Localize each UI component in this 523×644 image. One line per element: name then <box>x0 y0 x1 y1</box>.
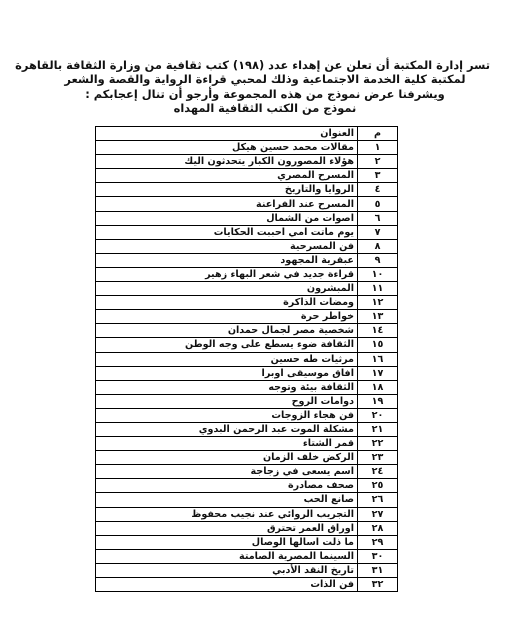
table-row <box>96 380 398 394</box>
row-number: ٥ <box>358 197 398 211</box>
row-number: ٢٦ <box>358 493 398 507</box>
header-title: العنوان <box>96 127 358 141</box>
table-row <box>96 352 398 366</box>
book-title: قمر الشتاء <box>96 437 358 451</box>
books-table <box>95 126 398 592</box>
table-row <box>96 465 398 479</box>
book-title: اسم يسعى في زجاجة <box>96 465 358 479</box>
table-row <box>96 324 398 338</box>
intro-line-2: لمكتبة كلية الخدمة الاجتماعية وذلك لمحبي قراءة الرواية والقصة والشعر <box>64 72 466 87</box>
table-row <box>96 239 398 253</box>
row-number: ١١ <box>358 282 398 296</box>
book-title: المبشرون <box>96 282 358 296</box>
table-row <box>96 169 398 183</box>
row-number: ٣ <box>358 169 398 183</box>
table-row <box>96 493 398 507</box>
book-title: المسرح المصري <box>96 169 358 183</box>
row-number: ٣٢ <box>358 578 398 592</box>
book-title: دوامات الروح <box>96 394 358 408</box>
book-title: ما ذلت اسالها الوصال <box>96 535 358 549</box>
book-title: مرثيات طه حسين <box>96 352 358 366</box>
row-number: ١٠ <box>358 267 398 281</box>
book-title: الثقافة ضوء يسطع على وجه الوطن <box>96 338 358 352</box>
table-row <box>96 394 398 408</box>
books-table-container <box>95 126 398 592</box>
book-title: السينما المصرية الصامتة <box>96 549 358 563</box>
book-title: التجريب الروائي عند نجيب محفوظ <box>96 507 358 521</box>
book-title: مقالات محمد حسين هيكل <box>96 141 358 155</box>
table-row <box>96 282 398 296</box>
row-number: ٨ <box>358 239 398 253</box>
book-title: خواطر حرة <box>96 310 358 324</box>
row-number: ٢ <box>358 155 398 169</box>
row-number: ٦ <box>358 211 398 225</box>
book-title: الروايا والتاريخ <box>96 183 358 197</box>
row-number: ٧ <box>358 225 398 239</box>
table-row <box>96 211 398 225</box>
row-number: ٢٨ <box>358 521 398 535</box>
table-row <box>96 338 398 352</box>
intro-line-4: نموذج من الكتب الثقافية المهداه <box>173 101 357 116</box>
table-row <box>96 549 398 563</box>
table-row <box>96 507 398 521</box>
table-header-row <box>96 127 398 141</box>
row-number: ١٤ <box>358 324 398 338</box>
row-number: ٢٢ <box>358 437 398 451</box>
book-title: فن المسرحية <box>96 239 358 253</box>
intro-line-3: ويشرفنا عرض نموذج من هذه المجموعة وأرجو أن تنال إعجابكم : <box>85 86 445 101</box>
table-row <box>96 296 398 310</box>
table-row <box>96 183 398 197</box>
row-number: ٢٩ <box>358 535 398 549</box>
row-number: ٤ <box>358 183 398 197</box>
table-row <box>96 521 398 535</box>
table-row <box>96 479 398 493</box>
table-row <box>96 155 398 169</box>
book-title: مشكلة الموت عبد الرحمن البدوي <box>96 422 358 436</box>
book-title: صانع الحب <box>96 493 358 507</box>
table-row <box>96 451 398 465</box>
book-title: الركض خلف الزمان <box>96 451 358 465</box>
row-number: ١٢ <box>358 296 398 310</box>
table-row <box>96 225 398 239</box>
row-number: ٩ <box>358 253 398 267</box>
book-title: فن الذات <box>96 578 358 592</box>
table-row <box>96 366 398 380</box>
table-row <box>96 437 398 451</box>
table-row <box>96 310 398 324</box>
header-number: م <box>358 127 398 141</box>
table-row <box>96 197 398 211</box>
row-number: ٢٣ <box>358 451 398 465</box>
row-number: ١٩ <box>358 394 398 408</box>
intro-paragraph <box>15 58 490 116</box>
row-number: ٣١ <box>358 563 398 577</box>
row-number: ١٣ <box>358 310 398 324</box>
book-title: صحف مصادرة <box>96 479 358 493</box>
book-title: اصوات من الشمال <box>96 211 358 225</box>
book-title: الثقافة بيئة وتوجه <box>96 380 358 394</box>
book-title: شخصية مصر لجمال حمدان <box>96 324 358 338</box>
row-number: ١٨ <box>358 380 398 394</box>
intro-line-1: تسر إدارة المكتبة أن تعلن عن إهداء عدد (١٩٨) كتب ثقافية من وزارة الثقافة بالقاهرة <box>15 58 490 72</box>
row-number: ٣٠ <box>358 549 398 563</box>
book-title: عبقرية المجهود <box>96 253 358 267</box>
row-number: ١٥ <box>358 338 398 352</box>
book-title: اوراق العمر تحترق <box>96 521 358 535</box>
table-row <box>96 267 398 281</box>
row-number: ٢٧ <box>358 507 398 521</box>
table-row <box>96 422 398 436</box>
row-number: ٢٥ <box>358 479 398 493</box>
row-number: ٢٠ <box>358 408 398 422</box>
table-row <box>96 563 398 577</box>
table-row <box>96 535 398 549</box>
row-number: ١٧ <box>358 366 398 380</box>
table-row <box>96 408 398 422</box>
book-title: المسرح عند الفراعنة <box>96 197 358 211</box>
table-row <box>96 141 398 155</box>
row-number: ١٦ <box>358 352 398 366</box>
table-row <box>96 253 398 267</box>
book-title: فن هجاء الزوجات <box>96 408 358 422</box>
row-number: ٢١ <box>358 422 398 436</box>
table-row <box>96 578 398 592</box>
row-number: ٢٤ <box>358 465 398 479</box>
book-title: ومضات الذاكرة <box>96 296 358 310</box>
book-title: يوم ماتت امي احببت الحكايات <box>96 225 358 239</box>
book-title: تاريخ النقد الأدبي <box>96 563 358 577</box>
row-number: ١ <box>358 141 398 155</box>
book-title: هؤلاء المصورون الكبار يتحدثون اليك <box>96 155 358 169</box>
book-title: افاق موسيقى اوبرا <box>96 366 358 380</box>
book-title: قراءة جديد في شعر البهاء زهير <box>96 267 358 281</box>
